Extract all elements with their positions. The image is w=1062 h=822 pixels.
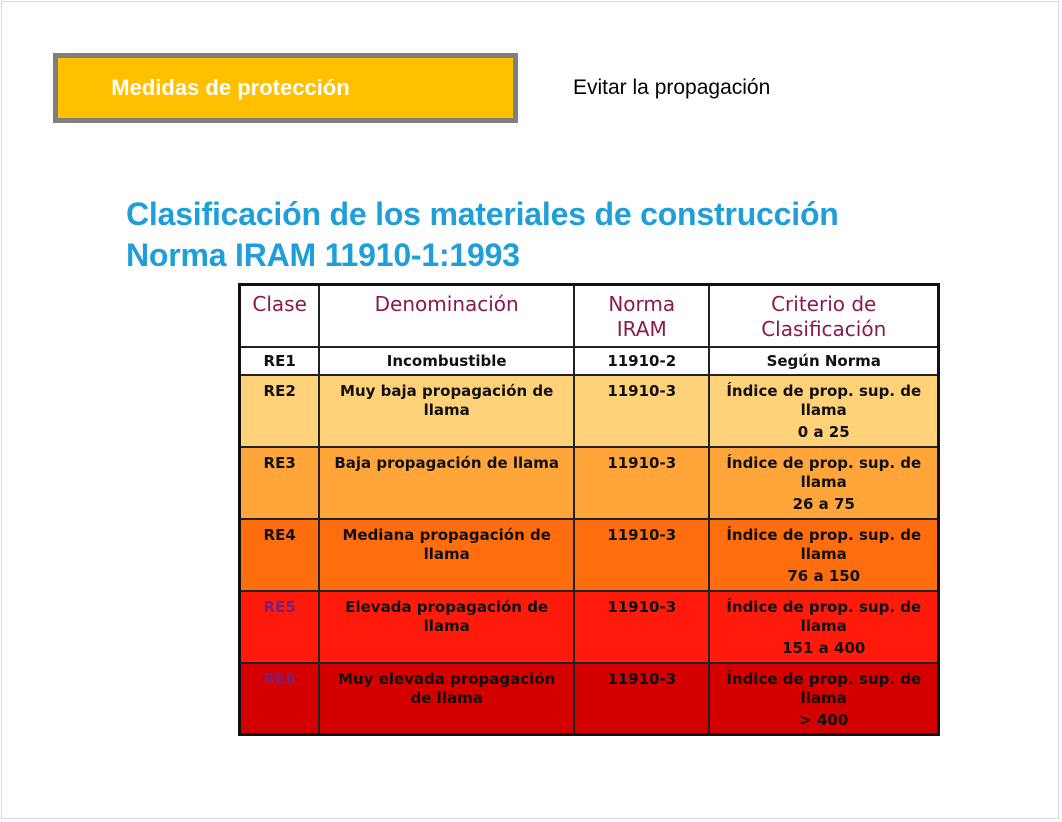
table-header-row xyxy=(240,285,939,347)
classification-title: Clasificación de los materiales de construcción xyxy=(126,196,839,232)
clase-cell: RE4 xyxy=(240,519,320,591)
denominacion-cell: Mediana propagación de llama xyxy=(319,519,574,591)
range-value: 0 a 25 xyxy=(797,422,850,441)
range-value: 76 a 150 xyxy=(787,566,861,585)
denominacion-cell: Muy elevada propagación de llama xyxy=(319,663,574,735)
column-header-criterio xyxy=(709,285,938,347)
denominacion-cell: Muy baja propagación de llama xyxy=(319,375,574,447)
section-badge xyxy=(53,53,518,123)
table-row xyxy=(240,447,939,519)
table-row xyxy=(240,519,939,591)
criterio-text: Índice de prop. sup. de llama xyxy=(726,597,922,635)
range-value: > 400 xyxy=(799,710,849,729)
criterio-cell xyxy=(709,447,938,519)
clase-cell: RE3 xyxy=(240,447,320,519)
criterio-cell xyxy=(709,375,938,447)
criterio-text: Índice de prop. sup. de llama xyxy=(726,453,922,491)
criterio-text: Índice de prop. sup. de llama xyxy=(726,381,922,419)
table-row xyxy=(240,347,939,375)
column-header-denominacion: Denominación xyxy=(319,285,574,347)
clase-cell: RE6 xyxy=(240,663,320,735)
norma-cell: 11910-3 xyxy=(574,447,709,519)
criterio-cell xyxy=(709,663,938,735)
norma-cell: 11910-3 xyxy=(574,519,709,591)
clase-cell: RE2 xyxy=(240,375,320,447)
denominacion-cell: Elevada propagación de llama xyxy=(319,591,574,663)
norma-header-label: Norma IRAM xyxy=(608,292,676,341)
denominacion-cell: Incombustible xyxy=(319,347,574,375)
criterio-text: Índice de prop. sup. de llama xyxy=(726,669,922,707)
table-row xyxy=(240,375,939,447)
criterio-header-label: Criterio de Clasificación xyxy=(761,292,887,341)
norma-cell: 11910-2 xyxy=(574,347,709,375)
criterio-cell: Según Norma xyxy=(709,347,938,375)
table-row xyxy=(240,591,939,663)
clase-cell: RE1 xyxy=(240,347,320,375)
norma-cell: 11910-3 xyxy=(574,663,709,735)
classification-table xyxy=(238,283,940,736)
norma-cell: 11910-3 xyxy=(574,375,709,447)
norma-cell: 11910-3 xyxy=(574,591,709,663)
table-row xyxy=(240,663,939,735)
section-badge-label: Medidas de protección xyxy=(111,75,350,100)
slide-subtitle: Evitar la propagación xyxy=(573,76,771,99)
column-header-clase: Clase xyxy=(240,285,320,347)
range-value: 26 a 75 xyxy=(792,494,855,513)
standard-title: Norma IRAM 11910-1:1993 xyxy=(126,237,520,273)
criterio-text: Índice de prop. sup. de llama xyxy=(726,525,922,563)
column-header-norma xyxy=(574,285,709,347)
range-value: 151 a 400 xyxy=(782,638,866,657)
denominacion-cell: Baja propagación de llama xyxy=(319,447,574,519)
criterio-cell xyxy=(709,519,938,591)
criterio-cell xyxy=(709,591,938,663)
clase-cell: RE5 xyxy=(240,591,320,663)
